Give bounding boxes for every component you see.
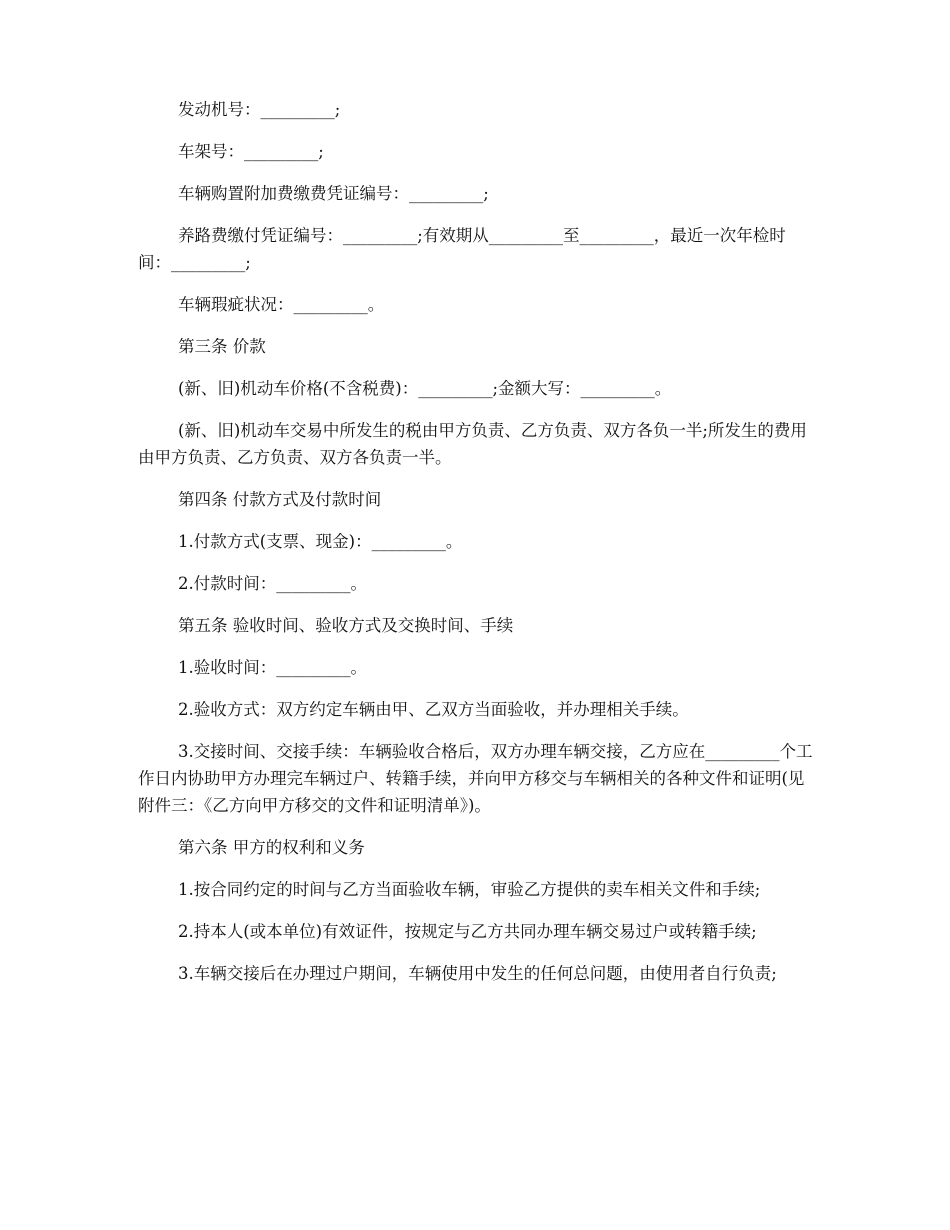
payment-method-line: 1.付款方式(支票、现金)：_________。 [178,532,463,551]
purchase-tax-certificate-line: 车辆购置附加费缴费凭证编号：_________; [178,184,489,203]
frame-number-line: 车架号：_________; [178,142,324,161]
vehicle-defect-line: 车辆瑕疵状况：_________。 [178,295,385,314]
vehicle-price-line: (新、旧)机动车价格(不含税费)：_________;金额大写：_________。 [178,379,672,398]
party-a-duty-2: 2.持本人(或本单位)有效证件，按规定与乙方共同办理车辆交易过户或转籍手续; [178,922,757,941]
document-body [138,96,814,1002]
article-3-heading: 第三条 价款 [178,337,266,356]
inspection-method-line: 2.验收方式：双方约定车辆由甲、乙双方当面验收，并办理相关手续。 [178,700,689,719]
article-5-heading: 第五条 验收时间、验收方式及交换时间、手续 [178,616,514,635]
party-a-duty-3: 3.车辆交接后在办理过户期间，车辆使用中发生的任何总问题，由使用者自行负责; [178,964,777,983]
handover-procedure-paragraph: 3.交接时间、交接手续：车辆验收合格后，双方办理车辆交接，乙方应在_________个工作日内协助甲方办理完车辆过户、转籍手续，并向甲方移交与车辆相关的各种文件和证明(见附件三：《乙方向甲方移交的文件和证明清单》)。 [138,742,813,815]
inspection-time-line: 1.验收时间：_________。 [178,658,367,677]
road-fee-certificate-line: 养路费缴付凭证编号：_________;有效期从_________至_________，最近一次年检时间：_________; [138,226,786,272]
article-4-heading: 第四条 付款方式及付款时间 [178,490,382,509]
engine-number-line: 发动机号：_________; [178,100,341,119]
payment-time-line: 2.付款时间：_________。 [178,574,367,593]
tax-responsibility-paragraph: (新、旧)机动车交易中所发生的税由甲方负责、乙方负责、双方各负一半;所发生的费用由甲方负责、乙方负责、双方各负责一半。 [138,421,807,467]
article-6-heading: 第六条 甲方的权利和义务 [178,838,365,857]
party-a-duty-1: 1.按合同约定的时间与乙方当面验收车辆，审验乙方提供的卖车相关文件和手续; [178,880,761,899]
